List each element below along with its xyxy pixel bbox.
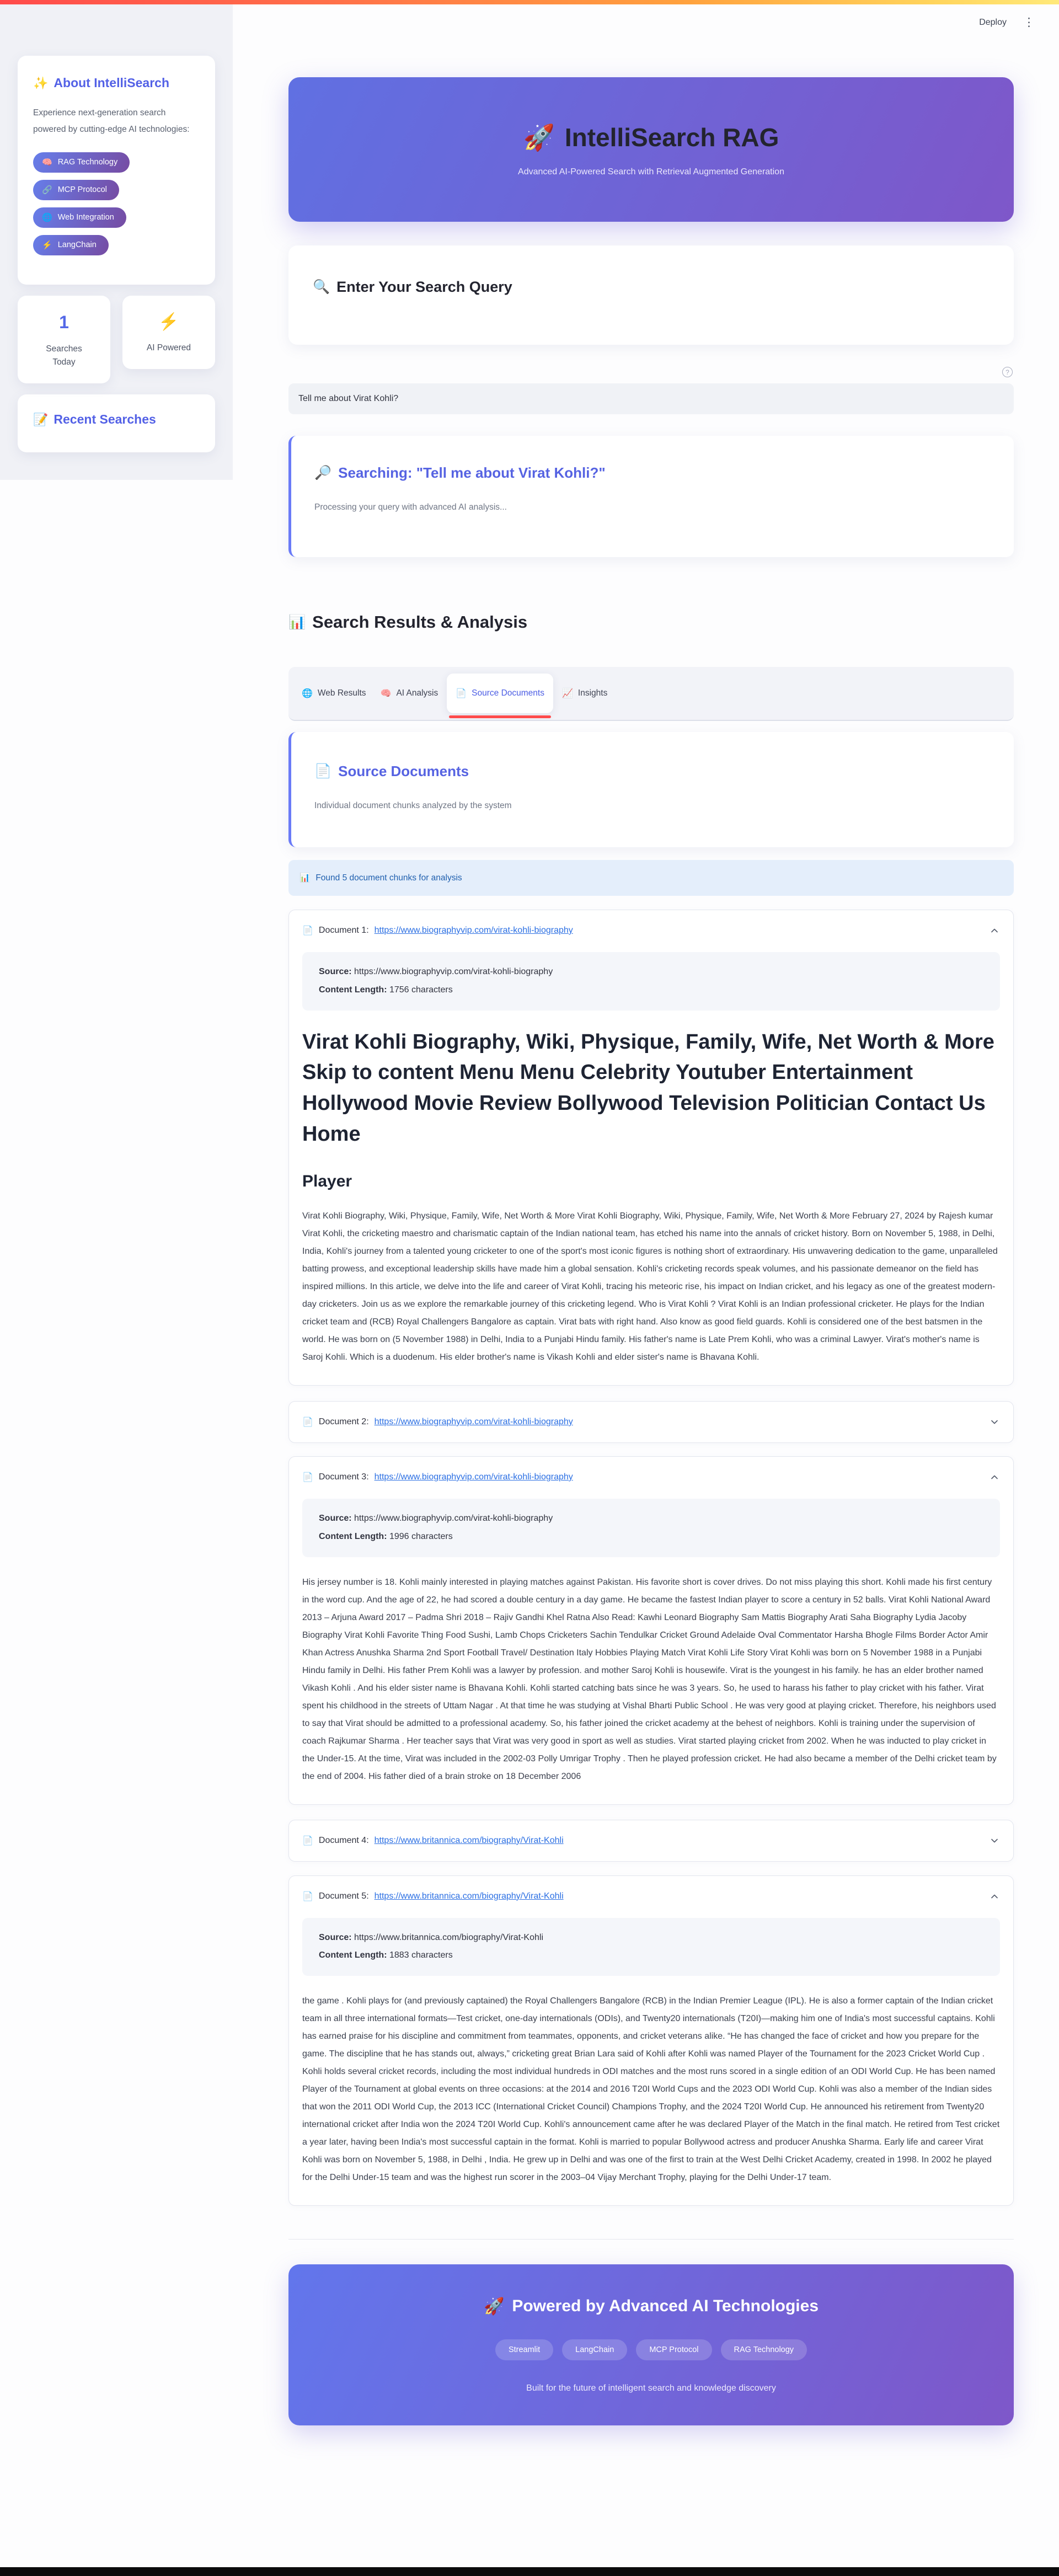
document-text: the game . Kohli plays for (and previously captained) the Royal Challengers Bangalore (RCB) in the Indian Premier League (IPL). He is also a former captain of the Indian cricket team in all three international formats—Test cricket, one-day internationals (ODIs), and Twenty20 internationals (T20I)—making him one of India's most successful captains. Kohli has earned praise for his discipline and commitment from teammates, opponents, and cricket veterans alike. “He has changed the face of cricket and how you prepare for the game. The discipline that he has stands out, always,” cricketing great Brian Lara said of Kohli after Kohli was named Player of the Tournament for the 2023 Cricket World Cup . Kohli holds several cricket records, including the most individual hundreds in ODI matches and the most runs scored in a single edition of an ODI World Cup. He has been named Player of the Tournament at global events on three occasions: at the 2014 and 2016 T20I World Cups and the 2023 ODI World Cup. Kohli was also a member of the Indian sides that won the 2011 ODI World Cup, the 2013 ICC (International Cricket Council) Champions Trophy, and the 2024 T20I World Cup. He announced his retirement from Twenty20 international cricket after India won the 2024 T20I World Cup. Kohli's announcement came after he was declared Player of the Match in the final match. He retired from Test cricket a year later, having been India's most successful captain in the format. Kohli is married to popular Bollywood actress and producer Anushka Sharma. Early life and career Virat Kohli was born on November 5, 1988, in Delhi , India. He grew up in Delhi and was one of the first to train at the West Delhi Cricket Academy, created in 1998. In 2002 he played for the Delhi Under-15 team and was the highest run scorer in the 2003–04 Vijay Merchant Trophy, playing for the Delhi Under-17 team. (302, 1996, 1000, 2183)
footer-badge-mcp-protocol: MCP Protocol (636, 2339, 712, 2360)
document-label: Document 4: (318, 1835, 369, 1845)
document-text: Virat Kohli Biography, Wiki, Physique, Family, Wife, Net Worth & More Virat Kohli Biography, Wiki, Physique, Family, Wife, Net Worth & More February 27, 2024 by Rajesh kumar Virat Kohli, the cricketing maestro and charismatic captain of the Indian national team, has etched his name into the annals of cricket history. Born on November 5, 1988, in Delhi, India, Kohli's journey from a talented young cricketer to one of the sport's most iconic figures is nothing short of extraordinary. His unwavering dedication to the game, unparalleled batting prowess, and exceptional leadership skills have made him a global sensation. Kohli's cricketing records speak volumes, and his passionate demeanor on the field has inspired millions. In this article, we delve into the life and career of Virat Kohli, tracing his meteoric rise, his impact on Indian cricket, and his legacy as one of the greatest modern-day cricketers. Join us as we explore the remarkable journey of this cricketing legend. Who is Virat Kohli ? Virat Kohli is an Indian professional cricketer. He plays for the Indian cricket team and (RCB) Royal Challengers Bangalore as captain. Virat bats with right hand. Also know as good field guards. Kohli is considered one of the best batsmen in the world. He was born on (5 November 1988) in Delhi, India to a Punjabi Hindu family. His father's name is Late Prem Kohli, who was a criminal Lawyer. Virat's mother's name is Saroj Kohli. Which is a duodenum. His elder brother's name is Vikash Kohli and elder sister's name is Bhavana Kohli. (302, 1211, 998, 1362)
badge-mcp-protocol (33, 180, 119, 200)
search-input-value: Tell me about Virat Kohli? (298, 394, 399, 403)
document-1-header[interactable] (302, 910, 1000, 951)
document-expander-3 (288, 1456, 1014, 1805)
recent-searches-title: Recent Searches (54, 412, 156, 427)
source-value: https://www.biographyvip.com/virat-kohli-biography (354, 967, 553, 976)
tab-insights[interactable] (557, 682, 613, 704)
document-heading-1: Virat Kohli Biography, Wiki, Physique, Family, Wife, Net Worth & More Skip to content Menu Menu Celebrity Youtuber Entertainment Hollywood Movie Review Bollywood Television Politician Contact Us Home (302, 1030, 994, 1146)
footer-badges (495, 2339, 807, 2360)
document-label: Document 5: (318, 1891, 369, 1901)
about-description: Experience next-generation search powered by cutting-edge AI technologies: (33, 108, 190, 135)
about-title: About IntelliSearch (54, 76, 169, 90)
lightning-icon: ⚡ (42, 241, 52, 250)
search-section-card (288, 245, 1014, 345)
results-tabbar (288, 667, 1014, 721)
globe-icon: 🌐 (302, 689, 313, 698)
search-icon: 🔍 (313, 279, 330, 295)
document-3-header[interactable] (302, 1457, 1000, 1498)
rocket-icon: 🚀 (483, 2297, 505, 2316)
decoration-bar (0, 0, 1059, 4)
source-documents-title: Source Documents (338, 763, 469, 779)
source-documents-subtitle: Individual document chunks analyzed by the system (314, 801, 512, 810)
document-3-body (302, 1498, 1000, 1804)
banner-title-row (523, 122, 779, 153)
deploy-button[interactable]: Deploy (979, 17, 1007, 27)
brain-icon: 🧠 (42, 158, 52, 168)
length-label: Content Length: (319, 1950, 387, 1960)
search-section-title-row (313, 279, 990, 296)
source-documents-title-row (314, 763, 991, 780)
lightning-icon: ⚡ (158, 313, 179, 332)
footer-title-row (484, 2297, 819, 2316)
about-card (18, 56, 215, 285)
chevron-up-icon[interactable] (989, 1891, 1000, 1902)
document-label: Document 1: (318, 926, 369, 935)
badge-label: Web Integration (57, 213, 114, 222)
document-expander-1 (288, 910, 1014, 1386)
footer-banner (288, 2264, 1014, 2425)
document-4-header[interactable] (302, 1820, 1000, 1861)
document-5-header[interactable] (302, 1876, 1000, 1917)
link-icon: 🔗 (42, 185, 52, 195)
document-meta-box (302, 952, 1000, 1011)
source-label: Source: (319, 967, 352, 976)
stats-row (18, 296, 215, 383)
recent-searches-title-row (33, 412, 200, 427)
source-label: Source: (319, 1514, 352, 1524)
document-1-body (302, 951, 1000, 1385)
document-heading-2: Player (302, 1172, 352, 1191)
search-input[interactable] (288, 383, 1014, 414)
help-icon[interactable]: ? (1002, 367, 1013, 377)
source-label: Source: (319, 1932, 352, 1942)
tab-label: AI Analysis (396, 688, 438, 698)
app-toolbar (979, 17, 1035, 28)
document-meta-box (302, 1499, 1000, 1557)
document-url-link[interactable]: https://www.biographyvip.com/virat-kohli-biography (374, 1417, 573, 1427)
length-value: 1996 characters (389, 1531, 453, 1541)
length-label: Content Length: (319, 985, 387, 995)
bar-chart-icon: 📊 (299, 873, 311, 883)
bottom-system-bar (0, 2567, 1059, 2576)
document-label: Document 3: (318, 1472, 369, 1482)
page-icon: 📄 (302, 1418, 313, 1428)
chevron-up-icon[interactable] (989, 925, 1000, 936)
document-url-link[interactable]: https://www.britannica.com/biography/Virat-Kohli (374, 1891, 564, 1901)
tab-web-results[interactable] (296, 682, 372, 704)
badge-langchain (33, 235, 109, 255)
footer-badge-langchain: LangChain (562, 2339, 627, 2360)
info-banner (288, 860, 1014, 896)
input-help-row (288, 367, 1014, 378)
footer-badge-rag-technology: RAG Technology (721, 2339, 807, 2360)
kebab-menu-icon[interactable]: ⋮ (1023, 16, 1035, 29)
searching-status-text: Processing your query with advanced AI analysis... (314, 503, 507, 512)
source-value: https://www.biographyvip.com/virat-kohli-biography (354, 1514, 553, 1524)
app-title: IntelliSearch RAG (564, 123, 779, 152)
memo-icon: 📝 (33, 412, 49, 426)
globe-icon: 🌐 (42, 213, 52, 223)
bottom-spacer (288, 2425, 1014, 2519)
results-heading: Search Results & Analysis (312, 612, 528, 632)
document-5-body (302, 1917, 1000, 2206)
searching-title-row (314, 464, 991, 482)
chevron-up-icon[interactable] (989, 1472, 1000, 1483)
about-title-row (33, 76, 200, 90)
page-icon: 📄 (456, 689, 467, 698)
bar-chart-icon: 📊 (288, 614, 306, 630)
chevron-down-icon[interactable] (989, 1835, 1000, 1846)
searching-title: Searching: "Tell me about Virat Kohli?" (338, 464, 606, 481)
results-heading-row (288, 612, 1014, 632)
badge-web-integration (33, 207, 126, 228)
length-label: Content Length: (319, 1531, 387, 1541)
stat-label: Searches Today (46, 344, 82, 367)
page-icon: 📄 (302, 1891, 313, 1901)
document-url-link[interactable]: https://www.biographyvip.com/virat-kohli-biography (374, 1472, 573, 1482)
document-2-header[interactable] (302, 1402, 1000, 1442)
document-expander-4 (288, 1820, 1014, 1862)
brain-icon: 🧠 (380, 689, 392, 698)
document-url-link[interactable]: https://www.biographyvip.com/virat-kohli-biography (374, 926, 573, 935)
search-section-title: Enter Your Search Query (336, 279, 512, 295)
document-expander-2 (288, 1401, 1014, 1443)
searches-count: 1 (59, 312, 69, 333)
badge-label: LangChain (57, 241, 97, 250)
source-documents-card (288, 732, 1014, 847)
sidebar (0, 4, 233, 480)
stat-label: AI Powered (146, 343, 191, 353)
tab-label: Source Documents (472, 688, 544, 698)
tab-label: Web Results (317, 688, 366, 698)
page-icon: 📄 (302, 926, 313, 936)
rocket-icon: 🚀 (523, 122, 555, 152)
footer-title: Powered by Advanced AI Technologies (512, 2297, 819, 2316)
page-icon: 📄 (314, 763, 332, 779)
searching-status-card (288, 436, 1014, 557)
document-meta-box (302, 1918, 1000, 1976)
page-icon: 📄 (302, 1473, 313, 1483)
badge-label: MCP Protocol (57, 185, 107, 195)
document-expander-5 (288, 1875, 1014, 2206)
badge-rag-technology (33, 152, 130, 173)
stat-searches-today (18, 296, 110, 383)
document-url-link[interactable]: https://www.britannica.com/biography/Virat-Kohli (374, 1835, 564, 1845)
tab-source-documents[interactable] (447, 674, 553, 713)
chevron-down-icon[interactable] (989, 1417, 1000, 1428)
tab-label: Insights (577, 688, 608, 698)
tab-ai-analysis[interactable] (375, 682, 444, 704)
badge-label: RAG Technology (57, 158, 118, 167)
magnifier-icon: 🔎 (314, 465, 332, 480)
app-banner (288, 77, 1014, 222)
page-icon: 📄 (302, 1836, 313, 1846)
document-text: His jersey number is 18. Kohli mainly interested in playing matches against Pakistan. His favorite short is cover drives. Do not miss playing this short. Kohli made his first century in the word cup. And the age of 22, he had scored a double century in a day game. He became the fastest Indian player to score a century in 52 balls. Virat Kohli National Award 2013 – Arjuna Award 2017 – Padma Shri 2018 – Rajiv Gandhi Khel Ratna Also Read: Kawhi Leonard Biography Sam Mattis Biography Arati Saha Biography Lydia Jacoby Biography Virat Kohli Favorite Thing Food Sushi, Lamb Chops Cricketers Sachin Tendulkar Cricket Ground Adelaide Oval Commentator Harsha Bhogle Films Border Actor Amir Khan Actress Anushka Sharma 2nd Sport Football Travel/ Destination Italy Hobbies Playing Match Virat Kohli Life Story Virat Kohli was born on 5 November 1988 in a Punjabi Hindu family in Delhi. His father Prem Kohli was a lawyer by profession. and mother Saroj Kohli is housewife. Virat is the youngest in his family. he has an elder brother named Vikash Kohli . And his elder sister name is Bhavana Kohli. Kohli started catching bats since he was 3 years. So, he used to harass his father to play cricket with his father. Virat spent his childhood in the streets of Uttam Nagar . At that time he was studying at Vishal Bharti Public School . He was very good at playing cricket. Therefore, his neighbors used to say that Virat should be admitted to a professional academy. So, his father joined the cricket academy at the behest of neighbors. Kohli is training under the supervision of coach Rajkumar Sharma . Her teacher says that Virat was very good in sport as well as studies. Virat started playing cricket from 2002. When he was inducted to play cricket in the Under-15. At the time, Virat was included in the 2002-03 Polly Umrigar Trophy . Then he played profession cricket. He had also became a member of the Delhi cricket team by the end of 2004. His father died of a brain stroke on 18 December 2006 (302, 1577, 997, 1781)
info-text: Found 5 document chunks for analysis (315, 873, 462, 883)
recent-searches-card (18, 394, 215, 452)
document-label: Document 2: (318, 1417, 369, 1427)
stat-ai-powered (122, 296, 215, 369)
section-divider (288, 2239, 1014, 2240)
footer-caption: Built for the future of intelligent search and knowledge discovery (526, 2383, 776, 2393)
sparkles-icon: ✨ (33, 76, 49, 90)
app-subtitle: Advanced AI-Powered Search with Retrieval Augmented Generation (518, 167, 784, 177)
length-value: 1883 characters (389, 1950, 453, 1960)
chart-up-icon: 📈 (561, 689, 573, 698)
length-value: 1756 characters (389, 985, 453, 995)
main-content (288, 4, 1014, 2519)
tech-badges (33, 152, 200, 255)
source-value: https://www.britannica.com/biography/Virat-Kohli (354, 1932, 544, 1942)
footer-badge-streamlit: Streamlit (495, 2339, 553, 2360)
